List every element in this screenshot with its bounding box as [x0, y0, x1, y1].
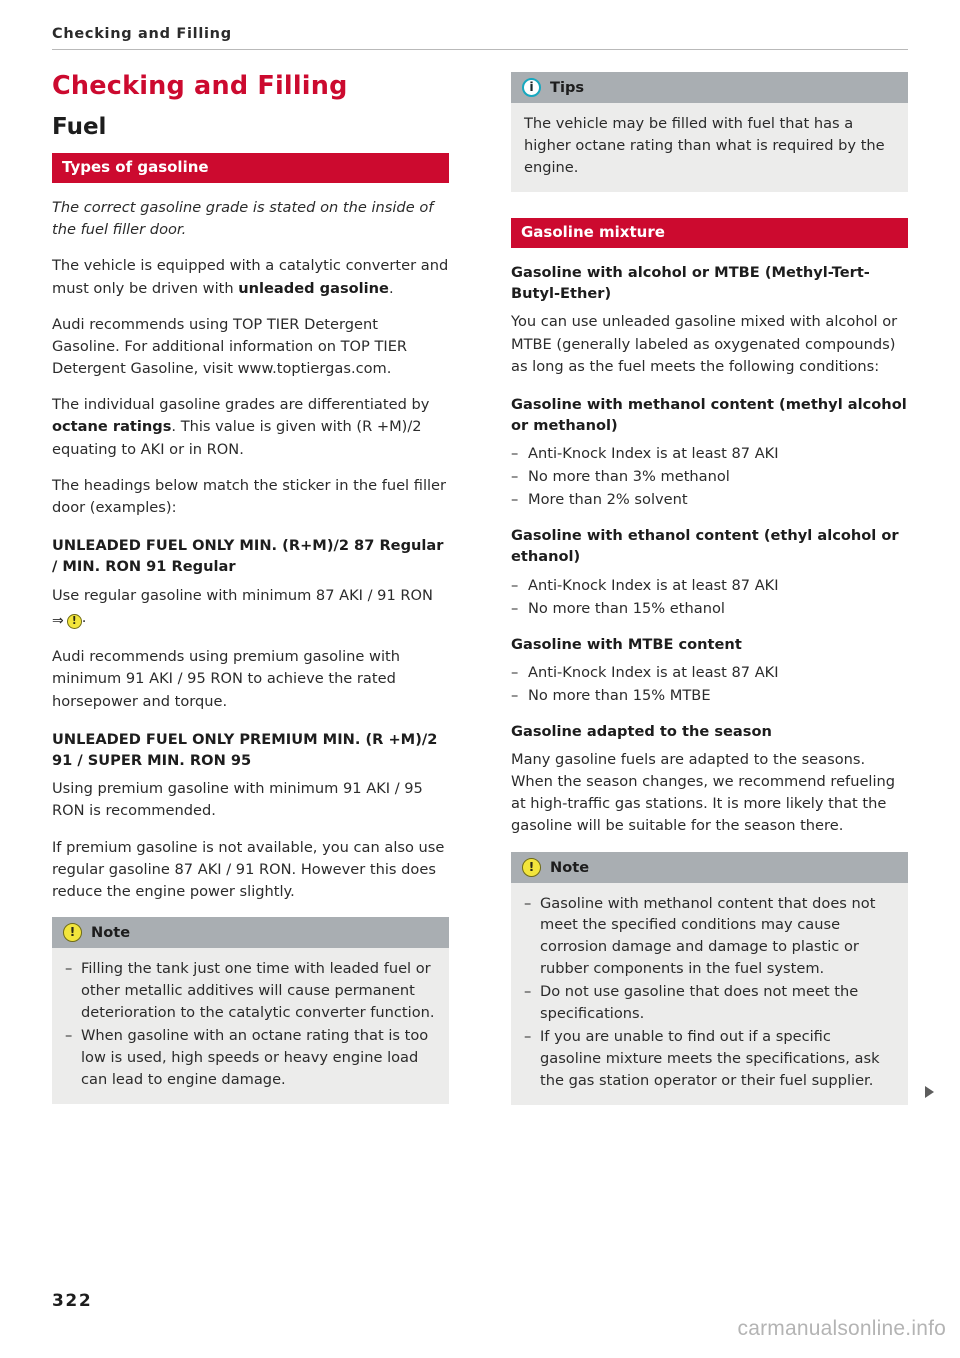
list-item: – More than 2% solvent — [511, 489, 908, 511]
regular-text-part1: Use regular gasoline with minimum 87 AKI / 91 RON — [52, 586, 433, 604]
note-callout-left-body — [52, 948, 449, 1103]
list-item: – When gasoline with an octane rating that is too low is used, high speeds or heavy engine load can lead to engine damage. — [65, 1025, 436, 1091]
list-item: – Anti-Knock Index is at least 87 AKI — [511, 443, 908, 465]
intro-paragraph: The correct gasoline grade is stated on the inside of the fuel filler door. — [52, 199, 434, 239]
paragraph-catalytic-converter — [52, 255, 449, 299]
list-item: – Anti-Knock Index is at least 87 AKI — [511, 575, 908, 597]
warning-circle-icon: ! — [67, 614, 82, 629]
section-bar-types-of-gasoline: Types of gasoline — [52, 153, 449, 183]
list-mtbe-conditions — [511, 662, 908, 707]
octane-text-part1: The individual gasoline grades are differentiated by — [52, 396, 430, 414]
heading-unleaded-regular: UNLEADED FUEL ONLY MIN. (R+M)/2 87 Regular / MIN. RON 91 Regular — [52, 537, 444, 576]
right-column — [511, 72, 908, 1121]
rightwards-arrow-icon: ⇒ — [52, 612, 64, 629]
list-item: – No more than 3% methanol — [511, 466, 908, 488]
note-callout-right-body — [511, 883, 908, 1105]
warning-circle-icon: ! — [522, 858, 541, 877]
note-callout-right — [511, 852, 908, 1105]
paragraph-seasonal-gasoline: Many gasoline fuels are adapted to the seasons. When the season changes, we recommend refueling at high-traffic gas stations. It is more likely that the gasoline will be suitable for the season there. — [511, 750, 896, 835]
catalytic-text-part2: . — [388, 279, 394, 297]
info-circle-icon: i — [522, 78, 541, 97]
heading-gasoline-season: Gasoline adapted to the season — [511, 722, 772, 740]
watermark: carmanualsonline.info — [737, 1317, 946, 1340]
note-callout-left-header — [52, 917, 449, 948]
cross-reference-marker — [52, 611, 82, 632]
paragraph-top-tier: Audi recommends using TOP TIER Detergent Gasoline. For additional information on TOP TIER Detergent Gasoline, visit www.toptiergas.com. — [52, 315, 408, 378]
chapter-title: Checking and Filling — [52, 71, 348, 101]
running-head-text: Checking and Filling — [52, 26, 232, 42]
list-item: – Gasoline with methanol content that does not meet the specified conditions may cause corrosion damage and damage to plastic or rubber components in the fuel system. — [524, 893, 895, 981]
paragraph-premium-recommendation: Audi recommends using premium gasoline with minimum 91 AKI / 95 RON to achieve the rated horsepower and torque. — [52, 648, 400, 710]
tips-callout-header — [511, 72, 908, 103]
topic-title: Fuel — [52, 113, 107, 140]
note-callout-right-title: Note — [550, 858, 590, 876]
list-ethanol-conditions — [511, 575, 908, 620]
unleaded-gasoline-emphasis: unleaded gasoline — [238, 279, 389, 297]
heading-gasoline-alcohol-mtbe: Gasoline with alcohol or MTBE (Methyl-Tert-Butyl-Ether) — [511, 263, 870, 303]
list-item: – Anti-Knock Index is at least 87 AKI — [511, 662, 908, 684]
left-column — [52, 72, 449, 1120]
continue-triangle-icon — [925, 1086, 934, 1098]
note-callout-left — [52, 917, 449, 1103]
tips-callout-body — [511, 103, 908, 192]
list-item: – Do not use gasoline that does not meet the specifications. — [524, 981, 895, 1025]
list-item: – No more than 15% MTBE — [511, 685, 908, 707]
catalytic-text-part1: The vehicle is equipped with a catalytic converter and must only be driven with — [52, 257, 449, 297]
paragraph-octane-ratings — [52, 394, 449, 461]
octane-text-part2: . This value is given with (R +M)/2 equating to AKI or in RON. — [52, 418, 422, 458]
paragraph-premium-recommended: Using premium gasoline with minimum 91 AKI / 95 RON is recommended. — [52, 780, 423, 820]
tips-callout-title: Tips — [550, 79, 585, 96]
list-item: – Filling the tank just one time with leaded fuel or other metallic additives will cause permanent deterioration to the catalytic converter function. — [65, 958, 436, 1024]
paragraph-mtbe-conditions: You can use unleaded gasoline mixed with alcohol or MTBE (generally labeled as oxygenated compounds) as long as the fuel meets the following conditions: — [511, 313, 898, 375]
note-callout-left-title: Note — [91, 924, 131, 942]
page-number: 322 — [52, 1291, 93, 1311]
section-bar-gasoline-mixture: Gasoline mixture — [511, 218, 908, 248]
tips-callout — [511, 72, 908, 192]
heading-gasoline-ethanol: Gasoline with ethanol content (ethyl alcohol or ethanol) — [511, 527, 899, 566]
running-head — [52, 26, 908, 50]
note-callout-left-list — [65, 958, 436, 1090]
octane-ratings-emphasis: octane ratings — [52, 418, 172, 436]
paragraph-premium-unavailable: If premium gasoline is not available, you can also use regular gasoline 87 AKI / 91 RON. However this does reduce the engine power slightly. — [52, 838, 445, 900]
heading-unleaded-premium: UNLEADED FUEL ONLY PREMIUM MIN. (R +M)/2 91 / SUPER MIN. RON 95 — [52, 730, 438, 769]
paragraph-use-regular-gasoline — [52, 585, 449, 632]
note-callout-right-list — [524, 893, 895, 1092]
list-methanol-conditions — [511, 443, 908, 511]
list-item: – No more than 15% ethanol — [511, 598, 908, 620]
regular-text-part2: . — [81, 608, 87, 626]
note-callout-right-header — [511, 852, 908, 883]
heading-gasoline-mtbe-content: Gasoline with MTBE content — [511, 635, 742, 653]
list-item: – If you are unable to find out if a specific gasoline mixture meets the specifications, ask the gas station operator or their fuel supplier. — [524, 1026, 895, 1092]
warning-circle-icon: ! — [63, 923, 82, 942]
heading-gasoline-methanol: Gasoline with methanol content (methyl alcohol or methanol) — [511, 395, 907, 435]
running-head-rule — [52, 49, 908, 50]
paragraph-headings-sticker: The headings below match the sticker in the fuel filler door (examples): — [52, 476, 447, 516]
tips-callout-text: The vehicle may be filled with fuel that has a higher octane rating than what is required by the engine. — [524, 115, 885, 177]
